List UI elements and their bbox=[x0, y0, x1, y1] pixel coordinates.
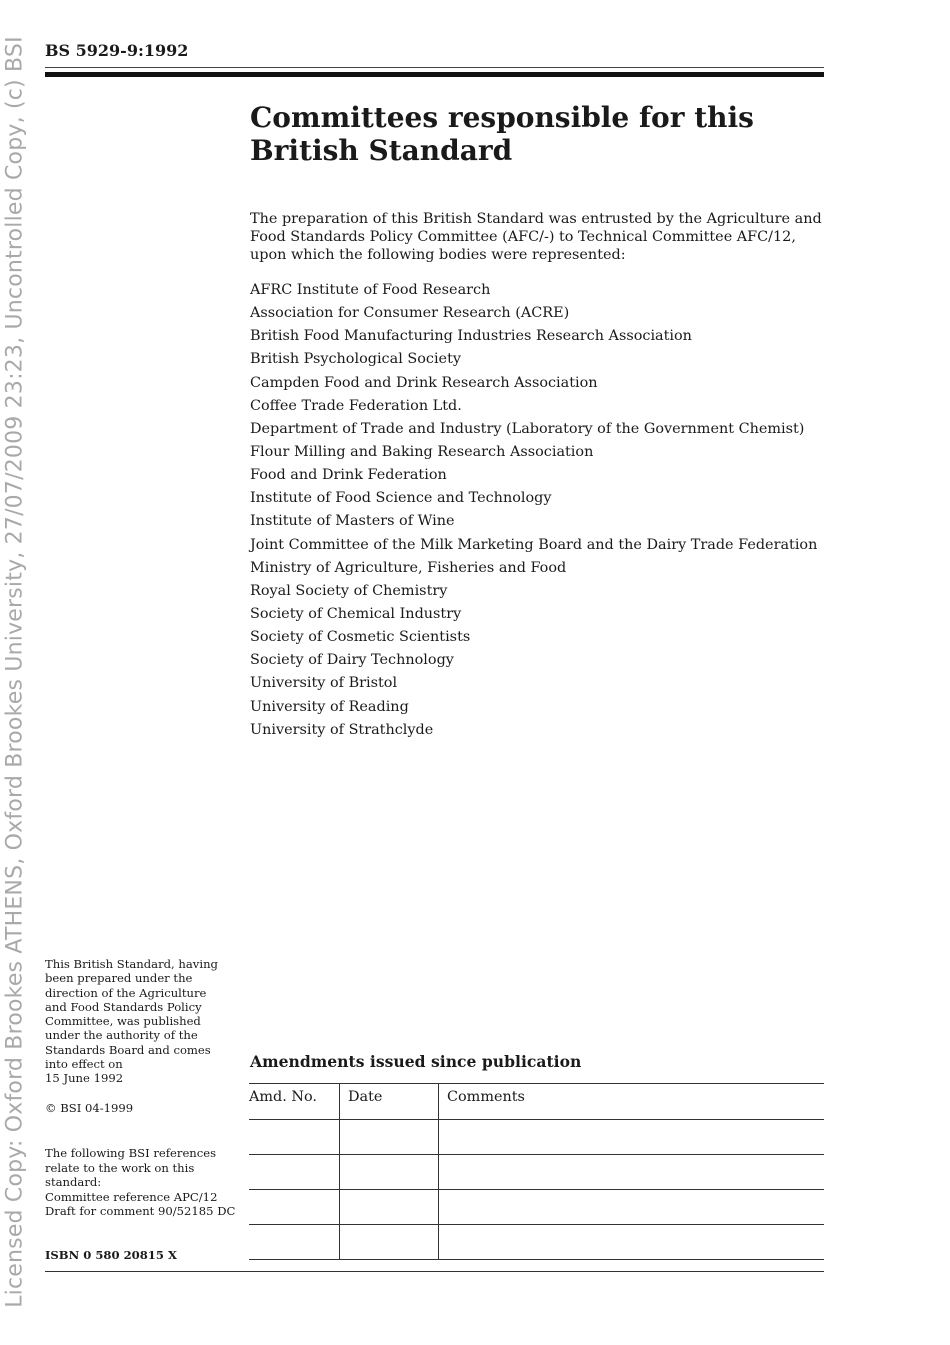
table-row bbox=[249, 1225, 824, 1260]
table-cell bbox=[439, 1190, 825, 1225]
document-reference: BS 5929-9:1992 bbox=[45, 41, 189, 60]
intro-line-3: upon which the following bodies were represented: bbox=[250, 247, 626, 263]
list-item: Society of Cosmetic Scientists bbox=[250, 629, 471, 646]
header-rule-thin bbox=[45, 67, 824, 68]
publication-note-line: Committee, was published bbox=[45, 1014, 201, 1029]
page-title bbox=[250, 101, 810, 167]
publication-note-line: direction of the Agriculture bbox=[45, 985, 207, 1000]
list-item: Society of Dairy Technology bbox=[250, 652, 454, 669]
amendments-table bbox=[249, 1083, 824, 1260]
table-cell bbox=[249, 1190, 340, 1225]
publication-note-line: This British Standard, having bbox=[45, 957, 218, 971]
table-cell bbox=[439, 1155, 825, 1190]
publication-date: 15 June 1992 bbox=[45, 1071, 124, 1086]
publication-note-line: into effect on bbox=[45, 1057, 123, 1072]
table-cell bbox=[439, 1120, 825, 1155]
publication-note-line: and Food Standards Policy bbox=[45, 999, 202, 1014]
publication-note-line: been prepared under the bbox=[45, 971, 193, 986]
list-item: British Food Manufacturing Industries Research Association bbox=[250, 328, 692, 345]
list-item: University of Reading bbox=[250, 698, 409, 715]
table-cell bbox=[340, 1155, 439, 1190]
committee-reference: Committee reference APC/12 bbox=[45, 1189, 218, 1204]
table-row bbox=[249, 1190, 824, 1225]
table-cell bbox=[249, 1155, 340, 1190]
bsi-references-line: relate to the work on this bbox=[45, 1160, 195, 1175]
list-item: Royal Society of Chemistry bbox=[250, 582, 448, 599]
table-cell bbox=[439, 1225, 825, 1260]
list-item: Joint Committee of the Milk Marketing Board and the Dairy Trade Federation bbox=[250, 536, 818, 553]
list-item: Ministry of Agriculture, Fisheries and Food bbox=[250, 559, 567, 576]
intro-line-2: Food Standards Policy Committee (AFC/-) to Technical Committee AFC/12, bbox=[250, 229, 796, 245]
publication-note bbox=[45, 957, 240, 1086]
list-item: Institute of Masters of Wine bbox=[250, 513, 455, 530]
list-item: British Psychological Society bbox=[250, 351, 461, 368]
table-row bbox=[249, 1155, 824, 1190]
footer-rule bbox=[249, 1271, 824, 1272]
copyright-notice: © BSI 04-1999 bbox=[45, 1101, 134, 1115]
watermark-text: Licensed Copy: Oxford Brookes ATHENS, Oxford Brookes University, 27/07/2009 23:23, Uncontrolled Copy, (c) BSI bbox=[2, 36, 28, 1308]
list-item: Society of Chemical Industry bbox=[250, 605, 462, 622]
table-cell bbox=[249, 1120, 340, 1155]
intro-line-1: The preparation of this British Standard was entrusted by the Agriculture and bbox=[250, 211, 822, 227]
bsi-references bbox=[45, 1146, 245, 1219]
represented-bodies-list bbox=[250, 279, 817, 742]
isbn: ISBN 0 580 20815 X bbox=[45, 1248, 177, 1262]
publication-note-line: under the authority of the bbox=[45, 1028, 198, 1043]
table-header-row bbox=[249, 1084, 824, 1120]
amendments-heading: Amendments issued since publication bbox=[250, 1052, 582, 1071]
list-item: AFRC Institute of Food Research bbox=[250, 282, 491, 298]
watermark bbox=[0, 0, 30, 1345]
list-item: Association for Consumer Research (ACRE) bbox=[250, 305, 570, 322]
list-item: Campden Food and Drink Research Association bbox=[250, 374, 598, 391]
list-item: University of Strathclyde bbox=[250, 721, 434, 738]
bsi-references-line: The following BSI references bbox=[45, 1146, 217, 1160]
table-cell bbox=[340, 1225, 439, 1260]
list-item: Department of Trade and Industry (Laboratory of the Government Chemist) bbox=[250, 420, 805, 437]
header-rule-thick bbox=[45, 72, 824, 77]
page-title-line-2: British Standard bbox=[250, 134, 513, 167]
table-cell bbox=[249, 1225, 340, 1260]
list-item: Food and Drink Federation bbox=[250, 467, 447, 484]
list-item: University of Bristol bbox=[250, 675, 398, 692]
column-header-comments: Comments bbox=[439, 1084, 825, 1120]
table-cell bbox=[340, 1120, 439, 1155]
intro-paragraph bbox=[250, 210, 830, 264]
publication-note-line: Standards Board and comes bbox=[45, 1042, 211, 1057]
column-header-amd-no: Amd. No. bbox=[249, 1089, 317, 1105]
list-item: Institute of Food Science and Technology bbox=[250, 490, 552, 507]
table-row bbox=[249, 1120, 824, 1155]
column-header-date: Date bbox=[340, 1084, 439, 1120]
page-title-line-1: Committees responsible for this bbox=[250, 101, 754, 134]
list-item: Coffee Trade Federation Ltd. bbox=[250, 397, 462, 414]
list-item: Flour Milling and Baking Research Association bbox=[250, 443, 594, 460]
table-cell bbox=[340, 1190, 439, 1225]
footer-rule-left bbox=[45, 1271, 250, 1272]
draft-reference: Draft for comment 90/52185 DC bbox=[45, 1204, 236, 1218]
bsi-references-line: standard: bbox=[45, 1175, 102, 1189]
